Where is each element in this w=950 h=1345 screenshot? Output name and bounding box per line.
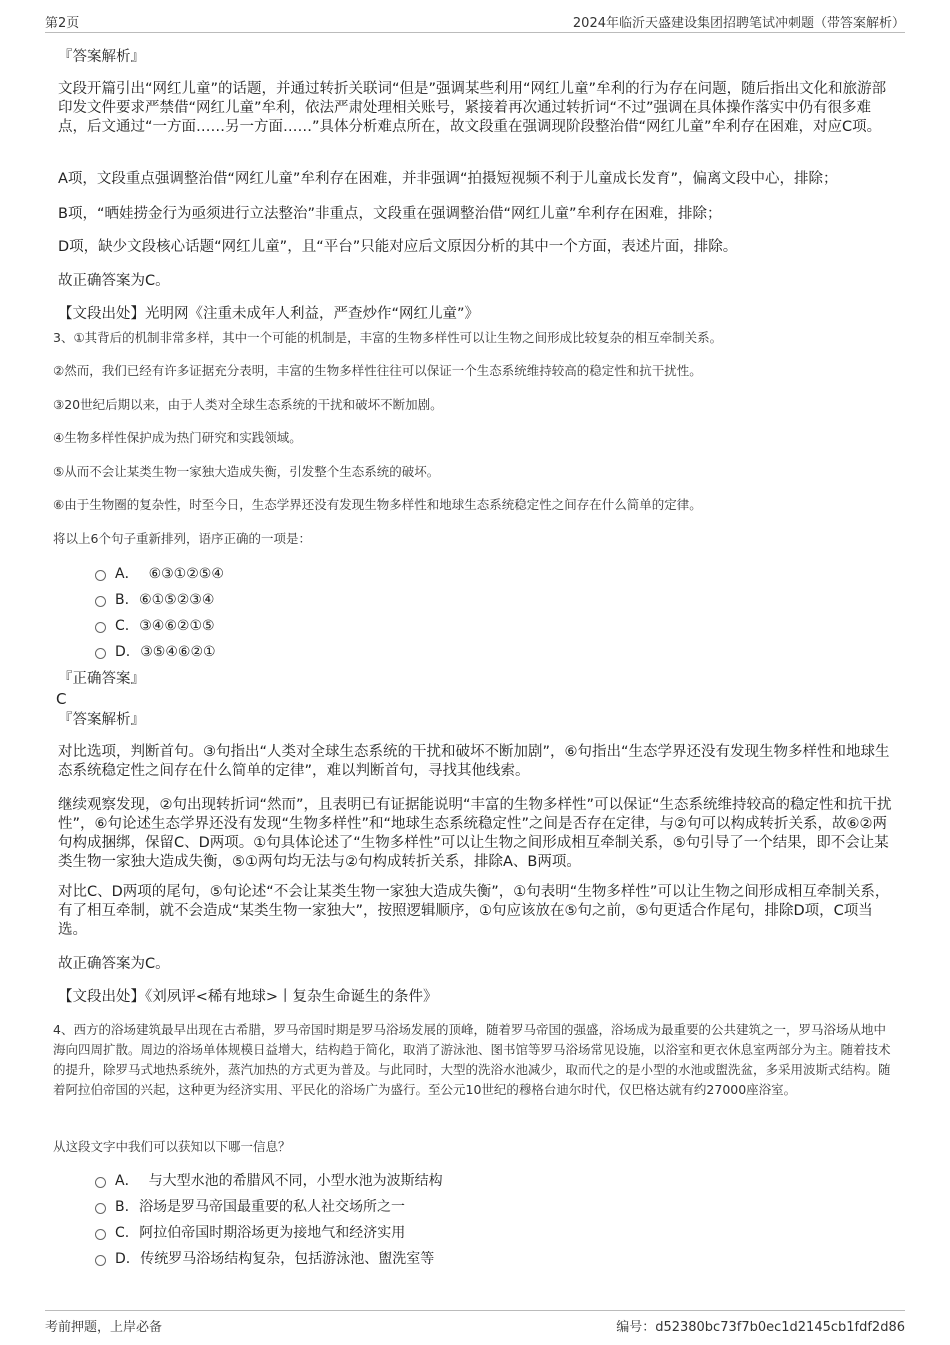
analysis-option-b: B项，“晒娃捞金行为亟须进行立法整治”非重点，文段重在强调整治借“网红儿童”牟利存在困难，排除； bbox=[58, 206, 722, 222]
analysis-option-d: D项，缺少文段核心话题“网红儿童”，且“平台”只能对应后文原因分析的其中一个方面，表述片面，排除。 bbox=[58, 239, 738, 255]
analysis-option-a: A项，文段重点强调整治借“网红儿童”牟利存在困难，并非强调“拍摄短视频不利于儿童成长发育”，偏离文段中心，排除； bbox=[58, 171, 838, 187]
option-text: 浴场是罗马帝国最重要的私人社交场所之一 bbox=[139, 1199, 406, 1215]
option-c[interactable] bbox=[95, 1223, 405, 1243]
sentence-6: ⑥由于生物圈的复杂性，时至今日，生态学界还没有发现生物多样性和地球生态系统稳定性之间存在什么简单的定律。 bbox=[53, 497, 702, 512]
option-d[interactable] bbox=[95, 642, 216, 662]
analysis-label: 『答案解析』 bbox=[58, 712, 145, 728]
footer-slogan: 考前押题，上岸必备 bbox=[45, 1320, 163, 1335]
page-header bbox=[45, 12, 905, 33]
option-c[interactable] bbox=[95, 616, 215, 636]
question-prompt: 从这段文字中我们可以获知以下哪一信息？ bbox=[53, 1139, 291, 1154]
radio-icon[interactable] bbox=[95, 1177, 106, 1188]
option-d[interactable] bbox=[95, 1249, 434, 1269]
sentence-5: ⑤从而不会让某类生物一家独大造成失衡，引发整个生态系统的破坏。 bbox=[53, 464, 440, 479]
radio-icon[interactable] bbox=[95, 1255, 106, 1266]
radio-icon[interactable] bbox=[95, 570, 106, 581]
document-title: 2024年临沂天盛建设集团招聘笔试冲刺题（带答案解析） bbox=[572, 16, 905, 31]
option-key: D. bbox=[115, 644, 131, 660]
source-citation: 【文段出处】光明网《注重未成年人利益，严查炒作“网红儿童”》 bbox=[58, 306, 480, 322]
option-key: B. bbox=[115, 592, 130, 608]
sentence-3: ③20世纪后期以来，由于人类对全球生态系统的干扰和破坏不断加剧。 bbox=[53, 397, 443, 412]
radio-icon[interactable] bbox=[95, 596, 106, 607]
conclusion: 故正确答案为C。 bbox=[58, 273, 170, 289]
option-a[interactable] bbox=[95, 564, 224, 584]
document-id: 编号：d52380bc73f7b0ec1d2145cb1fdf2d86 bbox=[616, 1320, 905, 1335]
option-text: ③④⑥②①⑤ bbox=[139, 618, 215, 634]
question-prompt: 将以上6个句子重新排列，语序正确的一项是： bbox=[53, 531, 311, 546]
conclusion: 故正确答案为C。 bbox=[58, 956, 170, 972]
page-number: 第2页 bbox=[45, 16, 80, 31]
option-key: D. bbox=[115, 1251, 131, 1267]
sentence-4: ④生物多样性保护成为热门研究和实践领域。 bbox=[53, 430, 302, 445]
radio-icon[interactable] bbox=[95, 1229, 106, 1240]
option-text: ③⑤④⑥②① bbox=[140, 644, 216, 660]
analysis-paragraph-3: 对比C、D两项的尾句，⑤句论述“不会让某类生物一家独大造成失衡”，①句表明“生物多样性”可以让生物之间形成相互牵制关系，有了相互牵制，就不会造成“某类生物一家独大”，按照逻辑顺序，①句应该放在⑤句之前，⑤句更适合作尾句，排除D项，C项当选。 bbox=[58, 884, 890, 938]
option-text: ⑥③①②⑤④ bbox=[148, 566, 224, 582]
passage: 4、西方的浴场建筑最早出现在古希腊，罗马帝国时期是罗马浴场发展的顶峰，随着罗马帝国的强盛，浴场成为最重要的公共建筑之一，罗马浴场从地中海向四周扩散。周边的浴场单体规模日益增大，结构趋于简化，取消了游泳池、图书馆等罗马浴场常见设施，以浴室和更衣休息室两部分为主。随着技术的提升，除罗马式地热系统外，蒸汽加热的方式更为普及。与此同时，大型的洗浴水池减少，取而代之的是小型的水池或盥洗盆，多采用波斯式结构。随着阿拉伯帝国的兴起，这种更为经济实用、平民化的浴场广为盛行。至公元10世纪的穆格台迪尔时代，仅巴格达就有约27000座浴室。 bbox=[53, 1022, 891, 1097]
option-text: 与大型水池的希腊风不同，小型水池为波斯结构 bbox=[148, 1173, 443, 1189]
sentence-2: ②然而，我们已经有许多证据充分表明，丰富的生物多样性往往可以保证一个生态系统维持较高的稳定性和抗干扰性。 bbox=[53, 363, 702, 378]
option-key: A． bbox=[115, 1173, 139, 1189]
page-footer bbox=[45, 1310, 905, 1333]
option-b[interactable] bbox=[95, 590, 214, 610]
option-key: C. bbox=[115, 1225, 130, 1241]
radio-icon[interactable] bbox=[95, 622, 106, 633]
sentence-1: 3、①其背后的机制非常多样，其中一个可能的机制是，丰富的生物多样性可以让生物之间形成比较复杂的相互牵制关系。 bbox=[53, 330, 723, 345]
analysis-paragraph-2: 继续观察发现，②句出现转折词“然而”，且表明已有证据能说明“丰富的生物多样性”可以保证“生态系统维持较高的稳定性和抗干扰性”，⑥句论述生态学界还没有发现“生物多样性”和“地球生态系统稳定性”之间是否存在定律，与②句可以构成转折关系，故⑥②两句构成捆绑，保留C、D两项。①句具体论述了“生物多样性”可以让生物之间形成相互牵制关系，⑤句引导了一个结果，即不会让某类生物一家独大造成失衡，⑤①两句均无法与②句构成转折关系，排除A、B两项。 bbox=[58, 797, 892, 870]
radio-icon[interactable] bbox=[95, 648, 106, 659]
option-text: 阿拉伯帝国时期浴场更为接地气和经济实用 bbox=[139, 1225, 406, 1241]
analysis-paragraph: 文段开篇引出“网红儿童”的话题，并通过转折关联词“但是”强调某些利用“网红儿童”牟利的行为存在问题，随后指出文化和旅游部印发文件要求严禁借“网红儿童”牟利，依法严肃处理相关账号，紧接着再次通过转折词“不过”强调在具体操作落实中仍有很多难点，后文通过“一方面……另一方面……”具体分析难点所在，故文段重在强调现阶段整治借“网红儿童”牟利存在困难，对应C项。 bbox=[58, 81, 887, 135]
option-key: C. bbox=[115, 618, 130, 634]
correct-answer-label: 『正确答案』 bbox=[58, 671, 145, 687]
analysis-paragraph-1: 对比选项，判断首句。③句指出“人类对全球生态系统的干扰和破坏不断加剧”，⑥句指出“生态学界还没有发现生物多样性和地球生态系统稳定性之间存在什么简单的定律”，难以判断首句，寻找其他线索。 bbox=[58, 744, 890, 779]
option-b[interactable] bbox=[95, 1197, 405, 1217]
source-citation: 【文段出处】《刘夙评<稀有地球>丨复杂生命诞生的条件》 bbox=[58, 989, 438, 1005]
analysis-label: 『答案解析』 bbox=[58, 49, 145, 65]
correct-answer: C bbox=[56, 690, 67, 708]
option-key: A． bbox=[115, 566, 139, 582]
radio-icon[interactable] bbox=[95, 1203, 106, 1214]
option-key: B. bbox=[115, 1199, 130, 1215]
option-text: ⑥①⑤②③④ bbox=[139, 592, 215, 608]
option-a[interactable] bbox=[95, 1171, 443, 1191]
option-text: 传统罗马浴场结构复杂，包括游泳池、盥洗室等 bbox=[140, 1251, 435, 1267]
